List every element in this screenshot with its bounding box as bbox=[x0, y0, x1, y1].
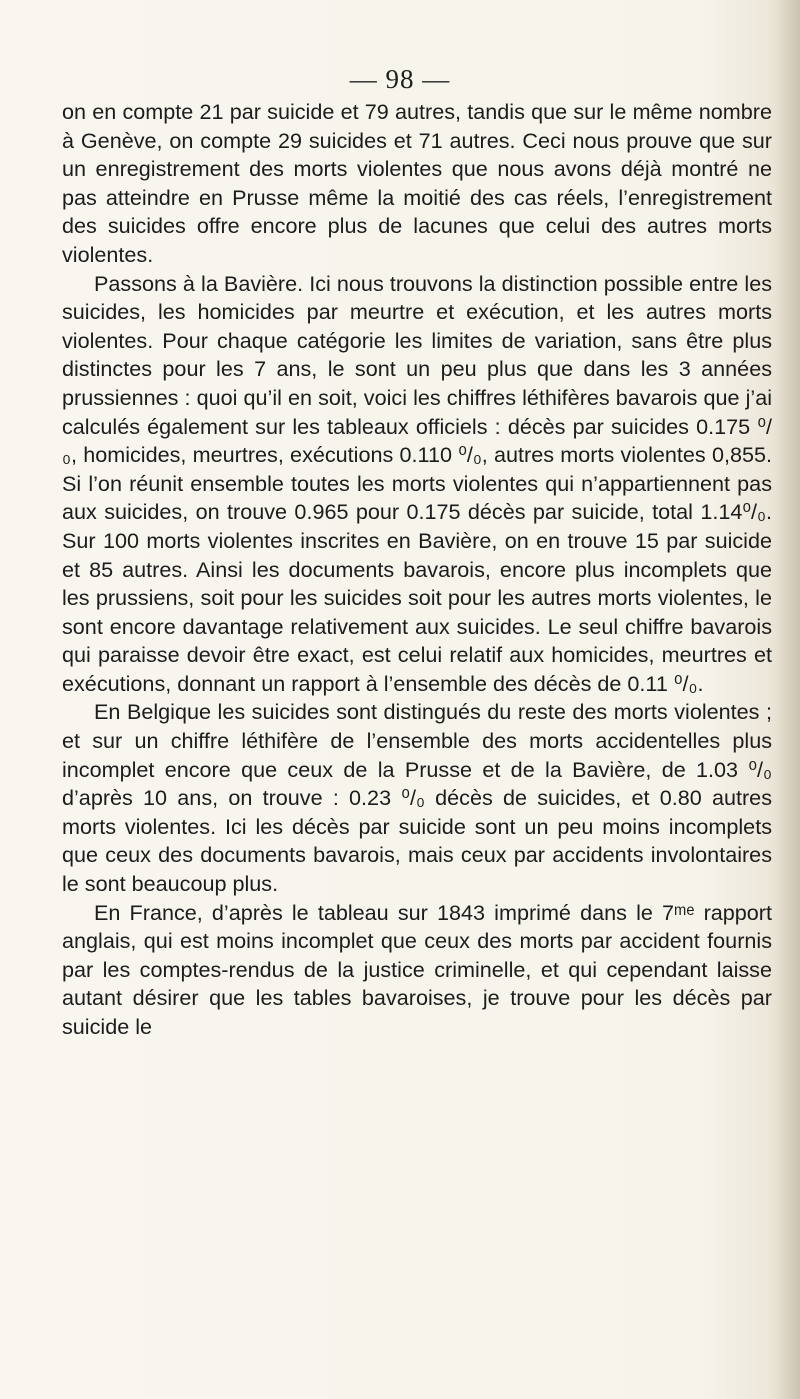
paragraph-3: En Belgique les suicides sont distingués du reste des morts violentes ; et sur un chiffre léthifère de l’ensemble des morts accidentelles plus incomplet encore que ceux de la Prusse et de la Bavière, de 1.03 ⁰/₀ d’après 10 ans, on trouve : 0.23 ⁰/₀ décès de suicides, et 0.80 autres morts violentes. Ici les décès par suicide sont un peu moins incomplets que ceux des documents bavarois, mais ceux par accidents involontaires le sont beaucoup plus. bbox=[62, 699, 772, 897]
paragraph-2: Passons à la Bavière. Ici nous trouvons la distinction possible entre les suicides, les homicides par meurtre et exécution, et les autres morts violentes. Pour chaque catégorie les limites de variation, sans être plus distinctes pour les 7 ans, le sont un peu plus que dans les 3 années prussiennes : quoi qu’il en soit, voici les chiffres léthifères bavarois que j’ai calculés également sur les tableaux officiels : décès par suicides 0.175 ⁰/₀, homicides, meurtres, exécutions 0.110 ⁰/₀, autres morts violentes 0,855. Si l’on réunit ensemble toutes les morts violentes qui n’appartiennent pas aux suicides, on trouve 0.965 pour 0.175 décès par suicide, total 1.14⁰/₀. Sur 100 morts violentes inscrites en Bavière, on en trouve 15 par suicide et 85 autres. Ainsi les documents bavarois, encore plus incomplets que les prussiens, soit pour les suicides soit pour les autres morts violentes, le sont encore davantage relativement aux suicides. Le seul chiffre bavarois qui paraisse devoir être exact, est celui relatif aux homicides, meurtres et exécutions, donnant un rapport à l’ensemble des décès de 0.11 ⁰/₀. bbox=[62, 270, 772, 696]
paragraph-4: En France, d’après le tableau sur 1843 imprimé dans le 7ᵐᵉ rapport anglais, qui est moins incomplet que ceux des morts par accident fournis par les comptes-rendus de la justice criminelle, et qui cependant laisse autant désirer que les tables bavaroises, je trouve pour les décès par suicide le bbox=[62, 899, 772, 1039]
page-number: — 98 — bbox=[349, 64, 451, 94]
paragraph-1: on en compte 21 par suicide et 79 autres, tandis que sur le même nombre à Genève, on compte 29 suicides et 71 autres. Ceci nous prouve que sur un enregistrement des morts violentes que nous avons déjà montré ne pas atteindre en Prusse même la moitié des cas réels, l’enregistrement des suicides offre encore plus de lacunes que celui des autres morts violentes. bbox=[62, 99, 772, 267]
body-text bbox=[62, 98, 772, 1042]
page-edge-shadow bbox=[774, 0, 800, 1399]
